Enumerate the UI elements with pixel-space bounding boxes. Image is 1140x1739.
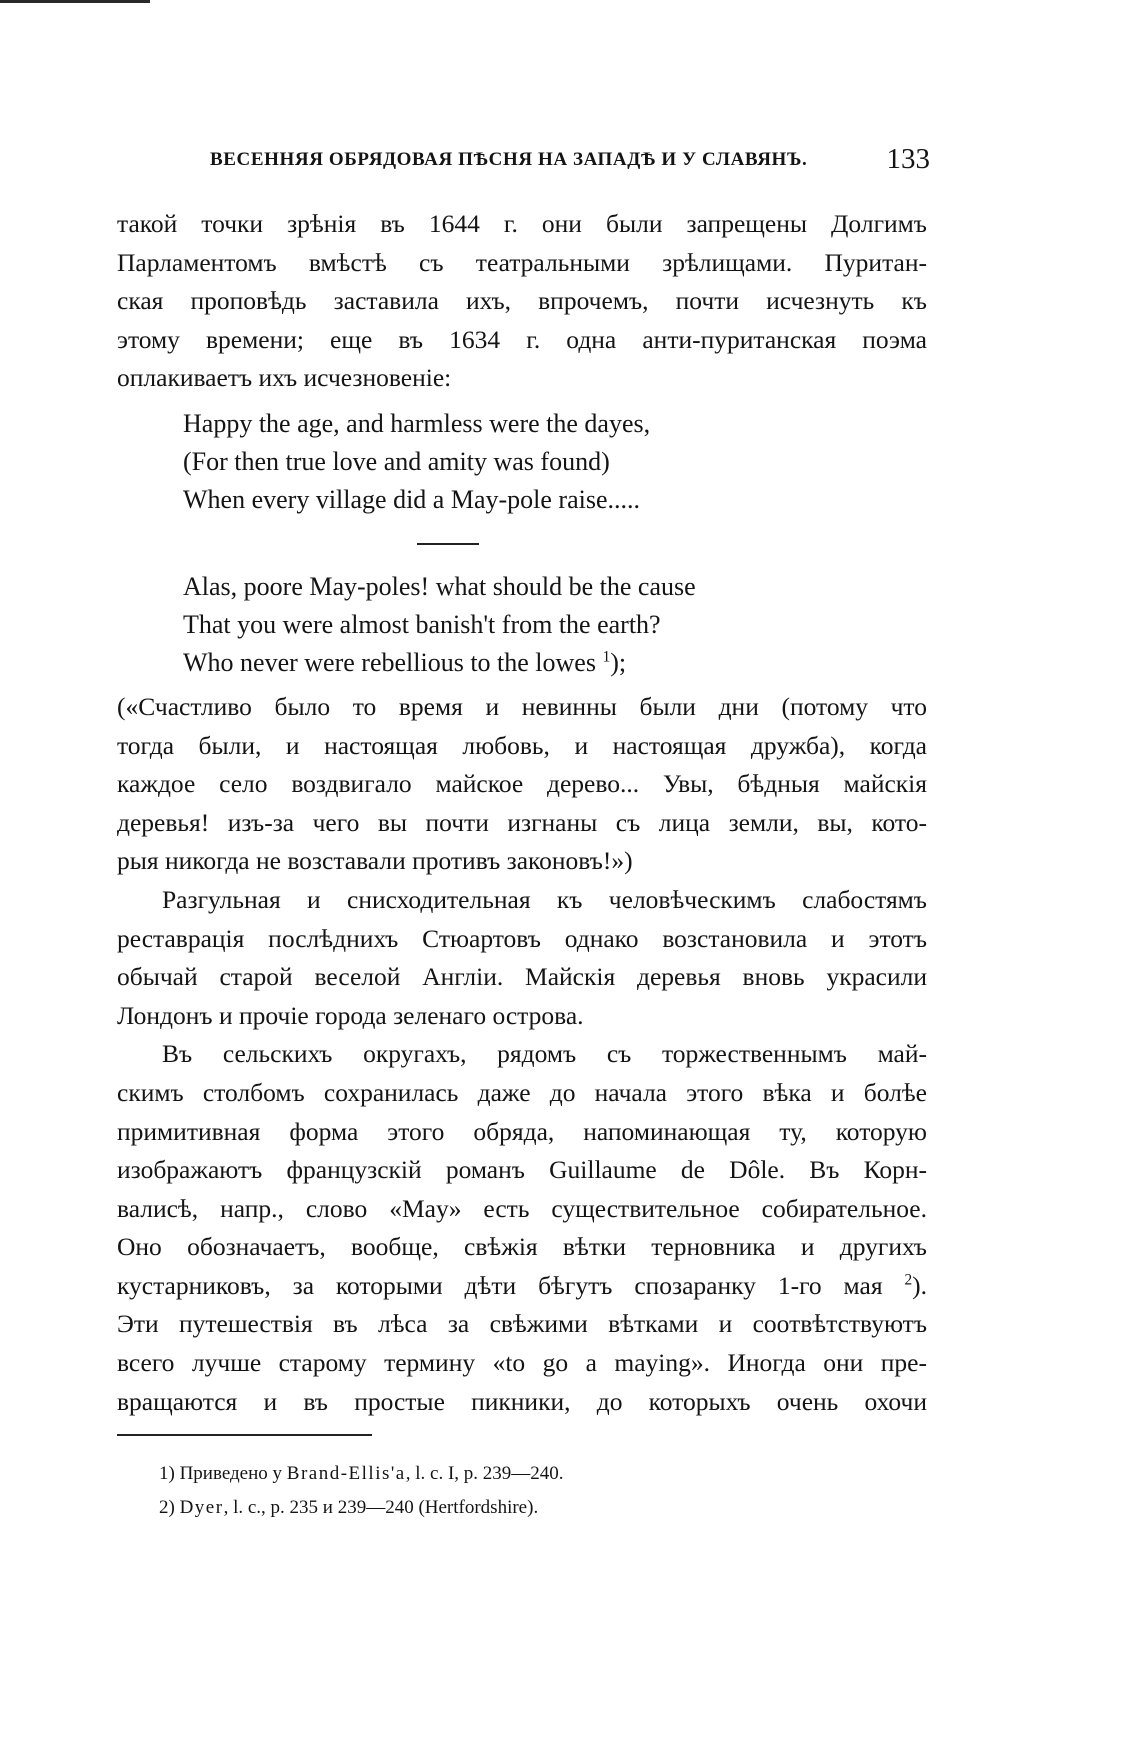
paragraph-3 [117, 1035, 927, 1421]
text-line: Парламентомъ вмѣстѣ съ театральными зрѣлищами. Пуритан- [117, 247, 927, 277]
text-line: ская проповѣдь заставила ихъ, впрочемъ, почти исчезнуть къ [117, 286, 927, 316]
text-line: рыя никогда не возставали противъ законовъ!») [117, 846, 633, 876]
text-line: Оно обозначаетъ, вообще, свѣжія вѣтки терновника и другихъ [117, 1232, 927, 1262]
text-line: Разгульная и снисходительная къ человѣческимъ слабостямъ [162, 884, 927, 914]
text-line: обычай старой веселой Англіи. Майскія деревья вновь украсили [117, 962, 927, 992]
text-line: тогда были, и настоящая любовь, и настоящая дружба), когда [117, 730, 927, 760]
text-line: валисѣ, напр., слово «May» есть существительное собирательное. [117, 1193, 927, 1223]
footnote-marker: 1 [602, 648, 611, 666]
verse-line: When every village did a May-pole raise..... [183, 484, 640, 514]
text-line: деревья! изъ-за чего вы почти изгнаны съ лица земли, вы, кото- [117, 807, 927, 837]
text-line: оплакиваетъ ихъ исчезновеніе: [117, 363, 452, 393]
footnote-prefix: 2) [159, 1497, 180, 1519]
line-tail: ). [912, 1270, 927, 1300]
verse-text: Who never were rebellious to the lowes [183, 647, 603, 677]
verse-tail: ); [610, 647, 627, 677]
verse-quotation [183, 405, 927, 682]
stanza-separator [417, 543, 479, 545]
footnote-rest: , l. c. I, p. 239—240. [405, 1463, 564, 1485]
page-number: 133 [886, 143, 930, 175]
footnote-prefix: 1) Приведено у [159, 1463, 287, 1485]
page-body [117, 205, 927, 1525]
verse-line: Alas, poore May-poles! what should be the cause [183, 571, 696, 601]
page-header [210, 143, 930, 183]
footnote-rest: , l. c., p. 235 и 239—240 (Hertfordshire). [223, 1497, 539, 1519]
text-line: реставрація послѣднихъ Стюартовъ однако возстановила и этотъ [117, 923, 927, 953]
footnote-marker: 2 [904, 1271, 913, 1289]
footnote-separator [117, 1434, 372, 1436]
paragraph-2 [117, 881, 927, 1035]
footnote-author: Brand-Ellis'a [286, 1463, 406, 1485]
verse-line: That you were almost banish't from the earth? [183, 609, 661, 639]
footnotes [117, 1457, 927, 1525]
text-line: Эти путешествія въ лѣса за свѣжими вѣтками и соотвѣтствуютъ [117, 1309, 927, 1339]
text-line: Лондонъ и прочіе города зеленаго острова. [117, 1000, 584, 1030]
text-line: всего лучше старому термину «to go a maying». Иногда они пре- [117, 1348, 927, 1378]
verse-line: (For then true love and amity was found) [183, 446, 610, 476]
text-line: этому времени; еще въ 1634 г. одна анти-пуританская поэма [117, 324, 927, 354]
text-line: скимъ столбомъ сохранилась даже до начала этого вѣка и болѣе [117, 1077, 927, 1107]
translation-paragraph [117, 688, 927, 881]
top-edge-rule [0, 0, 150, 3]
text-line: Въ сельскихъ округахъ, рядомъ съ торжественнымъ май- [162, 1039, 927, 1069]
footnote-2 [159, 1491, 927, 1525]
footnote-author: Dyer [179, 1497, 224, 1519]
verse-line [183, 644, 927, 682]
line-text: кустарниковъ, за которыми дѣти бѣгутъ спозаранку 1-го мая [117, 1270, 905, 1300]
running-head: ВЕСЕННЯЯ ОБРЯДОВАЯ ПѢСНЯ НА ЗАПАДѢ И У СЛАВЯНЪ. [210, 149, 808, 170]
text-line: примитивная форма этого обряда, напоминающая ту, которую [117, 1116, 927, 1146]
text-line [117, 1267, 927, 1306]
paragraph-1 [117, 205, 927, 398]
text-line: каждое село воздвигало майское дерево... Увы, бѣдныя майскія [117, 769, 927, 799]
footnote-1 [159, 1457, 927, 1491]
text-line: («Счастливо было то время и невинны были дни (потому что [117, 691, 927, 721]
text-line: вращаются и въ простые пикники, до которыхъ очень охочи [117, 1386, 927, 1416]
text-line: изображаютъ французскій романъ Guillaume de Dôle. Въ Корн- [117, 1155, 927, 1185]
verse-line: Happy the age, and harmless were the dayes, [183, 408, 651, 438]
text-line: такой точки зрѣнія въ 1644 г. они были запрещены Долгимъ [117, 209, 927, 238]
